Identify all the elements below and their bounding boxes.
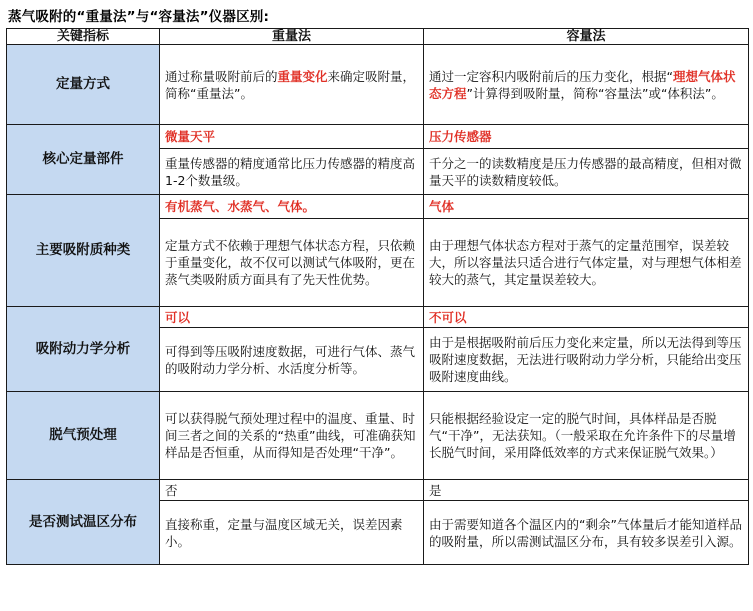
- cell-gravimetric-adsorbate-head: 有机蒸气、水蒸气、气体。: [160, 195, 424, 219]
- row-label-quant-method: 定量方式: [7, 45, 160, 125]
- cell-gravimetric-temp-zone-head: 否: [160, 480, 424, 501]
- row-label-core-part: 核心定量部件: [7, 125, 160, 195]
- row-label-kinetics: 吸附动力学分析: [7, 307, 160, 392]
- header-key-indicator: 关键指标: [7, 29, 160, 45]
- cell-gravimetric-temp-zone-body: 直接称重，定量与温度区域无关，误差因素小。: [160, 501, 424, 565]
- table-row: [7, 195, 749, 219]
- table-header-row: [7, 29, 749, 45]
- comparison-table: [6, 28, 749, 565]
- text-pre: 通过一定容积内吸附前后的压力变化，根据“: [429, 68, 673, 84]
- header-gravimetric: 重量法: [160, 29, 424, 45]
- row-label-adsorbate: 主要吸附质种类: [7, 195, 160, 307]
- row-label-degas: 脱气预处理: [7, 392, 160, 480]
- cell-volumetric-adsorbate-head: 气体: [424, 195, 749, 219]
- table-row: [7, 392, 749, 480]
- cell-gravimetric-core-part-body: 重量传感器的精度通常比压力传感器的精度高1-2个数量级。: [160, 149, 424, 195]
- cell-volumetric-kinetics-body: 由于是根据吸附前后压力变化来定量，所以无法得到等压吸附速度数据，无法进行吸附动力学分析，只能给出变压吸附速度曲线。: [424, 328, 749, 392]
- text-pre: 通过称量吸附前后的: [165, 68, 278, 84]
- text-post: 来确定吸附量，简称“重量法”。: [165, 68, 416, 101]
- table-row: [7, 480, 749, 501]
- cell-volumetric-quant-method: [424, 45, 749, 125]
- cell-volumetric-temp-zone-body: 由于需要知道各个温区内的“剩余”气体量后才能知道样品的吸附量，所以需测试温区分布，具有较多误差引入源。: [424, 501, 749, 565]
- table-row: [7, 45, 749, 125]
- cell-gravimetric-degas: 可以获得脱气预处理过程中的温度、重量、时间三者之间的关系的“热重”曲线，可准确获知样品是否恒重，从而得知是否处理“干净”。: [160, 392, 424, 480]
- table-row: [7, 307, 749, 328]
- cell-volumetric-adsorbate-body: 由于理想气体状态方程对于蒸气的定量范围窄，误差较大，所以容量法只适合进行气体定量，对与理想气体相差较大的蒸气，其定量误差较大。: [424, 219, 749, 307]
- cell-gravimetric-core-part-head: 微量天平: [160, 125, 424, 149]
- row-label-temp-zone: 是否测试温区分布: [7, 480, 160, 565]
- cell-volumetric-core-part-head: 压力传感器: [424, 125, 749, 149]
- cell-gravimetric-kinetics-body: 可得到等压吸附速度数据，可进行气体、蒸气的吸附动力学分析、水活度分析等。: [160, 328, 424, 392]
- text-post: ”计算得到吸附量，简称“容量法”或“体积法”。: [466, 85, 724, 101]
- cell-gravimetric-adsorbate-body: 定量方式不依赖于理想气体状态方程，只依赖于重量变化，故不仅可以测试气体吸附，更在蒸气类吸附质方面具有了先天性优势。: [160, 219, 424, 307]
- cell-volumetric-core-part-body: 千分之一的读数精度是压力传感器的最高精度，但相对微量天平的读数精度较低。: [424, 149, 749, 195]
- header-volumetric: 容量法: [424, 29, 749, 45]
- cell-gravimetric-kinetics-head: 可以: [160, 307, 424, 328]
- page-title: 蒸气吸附的“重量法”与“容量法”仪器区别:: [8, 9, 270, 25]
- cell-volumetric-degas: 只能根据经验设定一定的脱气时间，具体样品是否脱气“干净”，无法获知。（一般采取在允许条件下的尽量增长脱气时间，采用降低效率的方式来保证脱气效果。）: [424, 392, 749, 480]
- cell-volumetric-temp-zone-head: 是: [424, 480, 749, 501]
- highlight-text: 重量变化: [277, 68, 328, 84]
- highlight-text: 理想气体状态方程: [429, 68, 736, 101]
- table-row: [7, 125, 749, 149]
- cell-volumetric-kinetics-head: 不可以: [424, 307, 749, 328]
- cell-gravimetric-quant-method: [160, 45, 424, 125]
